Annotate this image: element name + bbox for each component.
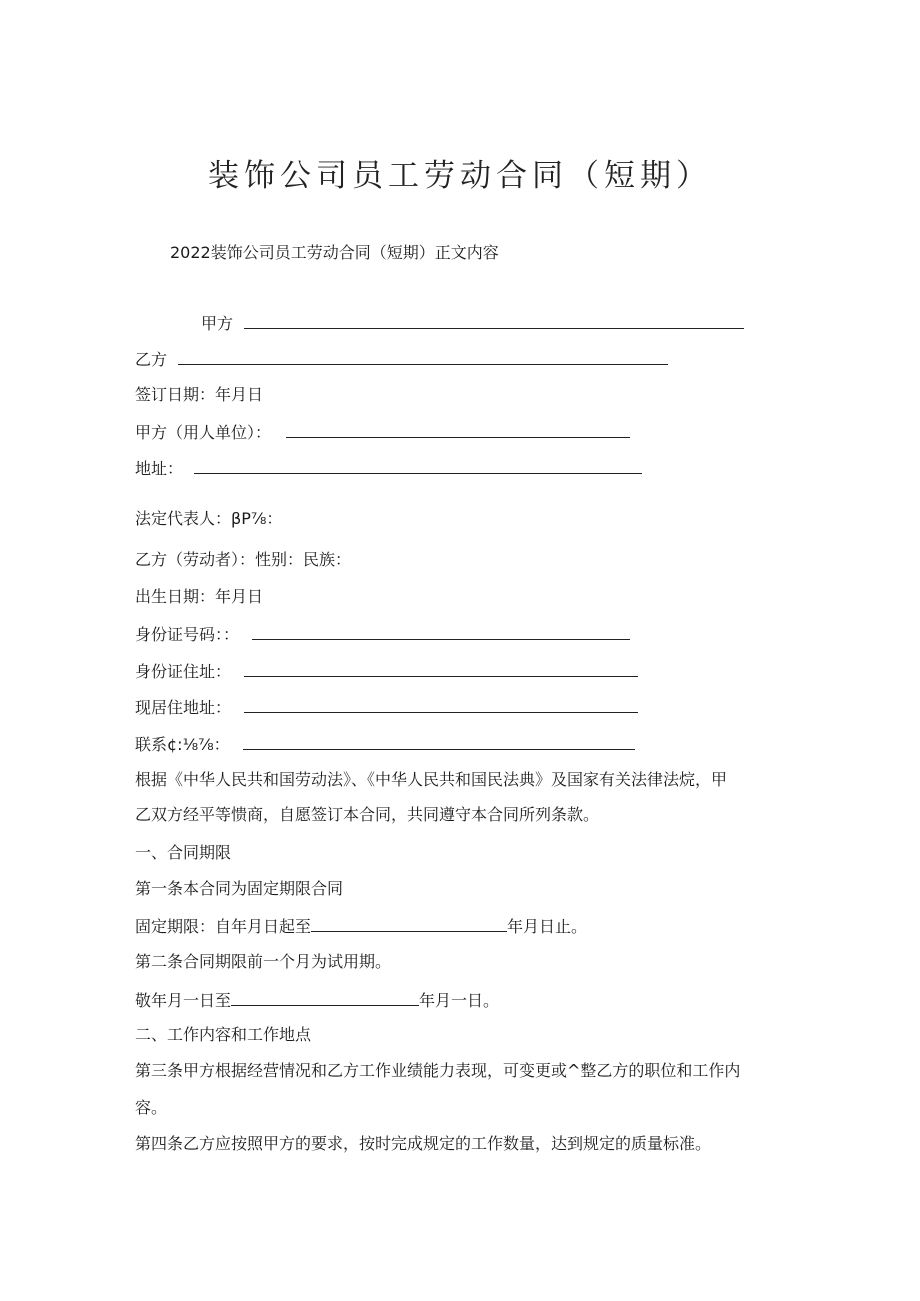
address-line <box>135 457 642 479</box>
article-3-line-1: 第三条甲方根据经营情况和乙方工作业绩能力表现，可变更或^整乙方的职位和工作内 <box>135 1061 741 1080</box>
id-address-line <box>135 660 638 682</box>
address-blank[interactable] <box>194 457 642 474</box>
preamble-line-1: 根据《中华人民共和国劳动法》、《中华人民共和国民法典》及国家有关法律法烷，甲 <box>135 770 728 789</box>
article-1: 第一条本合同为固定期限合同 <box>135 879 344 898</box>
party-a-unit-line <box>135 421 630 443</box>
party-a-unit-label: 甲方（用人单位）： <box>135 423 272 442</box>
id-address-label: 身份证住址： <box>135 662 232 681</box>
contact-label: 联系¢:⅛⅞： <box>135 735 230 754</box>
probation-blank[interactable] <box>231 989 419 1006</box>
birth-date-line <box>135 587 263 607</box>
party-b-blank[interactable] <box>178 348 668 365</box>
probation-line <box>135 989 499 1011</box>
id-address-blank[interactable] <box>244 660 638 677</box>
id-number-line <box>135 623 630 645</box>
document-subtitle: 2022装饰公司员工劳动合同（短期）正文内容 <box>170 243 499 262</box>
article-3-line-2: 容。 <box>135 1098 168 1117</box>
party-b-worker-label: 乙方（劳动者）：性别：民族： <box>135 550 352 569</box>
party-a-unit-blank[interactable] <box>286 421 630 438</box>
address-label: 地址： <box>135 459 184 478</box>
article-2: 第二条合同期限前一个月为试用期。 <box>135 952 392 971</box>
legal-rep-label: 法定代表人：βP⅞： <box>135 509 283 528</box>
party-b-line <box>135 348 668 370</box>
party-a-label: 甲方 <box>201 314 234 333</box>
fixed-term-end: 年月日止。 <box>507 917 588 936</box>
fixed-term-line <box>135 915 587 937</box>
contact-line <box>135 733 635 755</box>
current-address-label: 现居住地址： <box>135 698 232 717</box>
fixed-term-blank[interactable] <box>311 915 507 932</box>
section-2-heading: 二、工作内容和工作地点 <box>135 1025 312 1044</box>
party-a-blank[interactable] <box>244 312 744 329</box>
section-1-heading: 一、合同期限 <box>135 843 232 862</box>
id-number-label: 身份证号码：： <box>135 625 240 644</box>
birth-date-label: 出生日期：年月日 <box>135 587 264 606</box>
current-address-blank[interactable] <box>244 696 638 713</box>
current-address-line <box>135 696 638 718</box>
party-a-line <box>201 312 744 334</box>
document-title: 装饰公司员工劳动合同（短期） <box>208 158 712 194</box>
fixed-term-start: 固定期限：自年月日起至 <box>135 917 312 936</box>
probation-start: 敬年月一日至 <box>135 991 232 1010</box>
id-number-blank[interactable] <box>252 623 630 640</box>
preamble-line-2: 乙双方经平等愦商，自愿签订本合同，共同遵守本合同所列条款。 <box>135 805 600 824</box>
probation-end: 年月一日。 <box>419 991 500 1010</box>
legal-rep-line <box>135 509 282 529</box>
contact-blank[interactable] <box>243 733 635 750</box>
sign-date-label: 签订日期：年月日 <box>135 385 264 404</box>
sign-date-line <box>135 385 263 405</box>
party-b-label: 乙方 <box>135 350 168 369</box>
article-4: 第四条乙方应按照甲方的要求，按时完成规定的工作数量，达到规定的质量标准。 <box>135 1134 712 1153</box>
party-b-worker-line <box>135 550 351 570</box>
